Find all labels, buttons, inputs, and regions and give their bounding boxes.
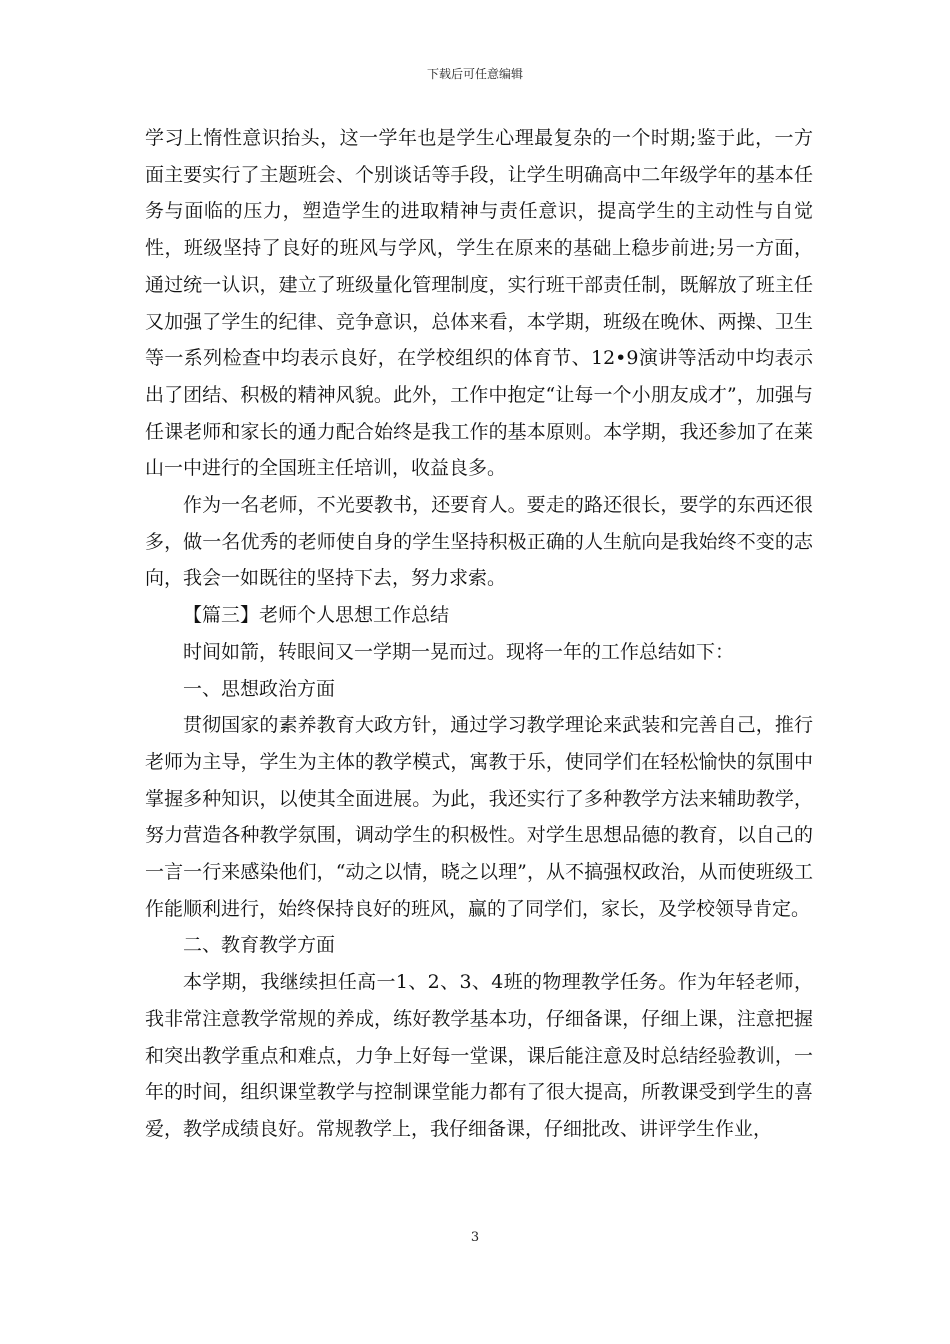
section-heading-part-three: 【篇三】老师个人思想工作总结 xyxy=(183,604,450,627)
page-number: 3 xyxy=(470,1230,480,1245)
paragraph-intro: 时间如箭，转眼间又一学期一晃而过。现将一年的工作总结如下： xyxy=(183,640,735,663)
page-header-note: 下载后可任意编辑 xyxy=(426,67,523,81)
subheading-education-teaching: 二、教育教学方面 xyxy=(183,934,336,957)
paragraph-ideology-politics: 贯彻国家的素养教育大政方针，通过学习教学理论来武装和完善自己，推行老师为主导，学生为主体的教学模式，寓教于乐，使同学们在轻松愉快的氛围中掌握多种知识，以使其全面进展。为此，我还实行了多种教学方法来辅助教学，努力营造各种教学氛围，调动学生的积极性。对学生思想品德的教育，以自己的一言一行来感染他们，“动之以情，晓之以理”，从不搞强权政治，从而使班级工作能顺利进行，始终保持良好的班风，赢的了同学们，家长，及学校领导肯定。 xyxy=(145,714,813,920)
paragraph-education-teaching: 本学期，我继续担任高一1、2、3、4班的物理教学任务。作为年轻老师，我非常注意教学常规的养成，练好教学基本功，仔细备课，仔细上课，注意把握和突出教学重点和难点，力争上好每一堂课，课后能注意及时总结经验教训，一年的时间，组织课堂教学与控制课堂能力都有了很大提高，所教课受到学生的喜爱，教学成绩良好。常规教学上，我仔细备课，仔细批改、讲评学生作业， xyxy=(145,971,813,1140)
paragraph-teacher-role: 作为一名老师，不光要教书，还要育人。要走的路还很长，要学的东西还很多，做一名优秀的老师使自身的学生坚持积极正确的人生航向是我始终不变的志向，我会一如既往的坚持下去，努力求索。 xyxy=(145,494,813,590)
document-body xyxy=(145,120,813,1148)
paragraph-continuation: 学习上惰性意识抬头，这一学年也是学生心理最复杂的一个时期;鉴于此，一方面主要实行了主题班会、个别谈话等手段，让学生明确高中二年级学年的基本任务与面临的压力，塑造学生的进取精神与责任意识，提高学生的主动性与自觉性，班级坚持了良好的班风与学风，学生在原来的基础上稳步前进;另一方面，通过统一认识，建立了班级量化管理制度，实行班干部责任制，既解放了班主任又加强了学生的纪律、竞争意识，总体来看，本学期，班级在晚休、两操、卫生等一系列检查中均表示良好，在学校组织的体育节、12•9演讲等活动中均表示出了团结、积极的精神风貌。此外，工作中抱定“让每一个小朋友成才”，加强与任课老师和家长的通力配合始终是我工作的基本原则。本学期，我还参加了在莱山一中进行的全国班主任培训，收益良多。 xyxy=(145,127,813,480)
subheading-ideology-politics: 一、思想政治方面 xyxy=(183,677,336,700)
